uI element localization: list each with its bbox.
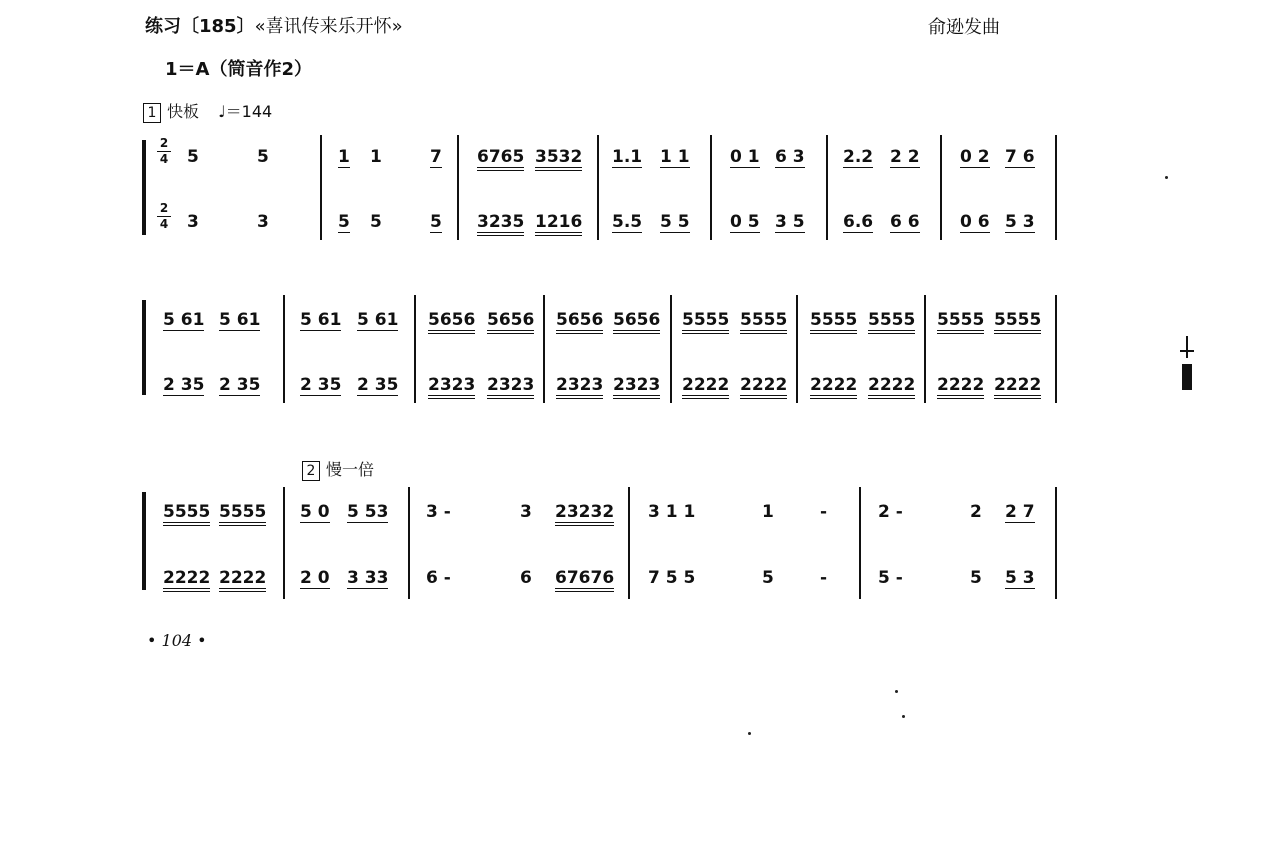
- note: 5555: [219, 502, 266, 526]
- note: 2323: [613, 375, 660, 399]
- section-2-label: 慢一倍: [326, 460, 375, 479]
- barline: [628, 487, 630, 599]
- note: 5: [430, 212, 442, 232]
- note: 1: [338, 147, 350, 167]
- section-2-number: 2: [302, 461, 320, 481]
- note: 7 6: [1005, 147, 1035, 167]
- time-signature-lower: 2 4: [157, 202, 171, 231]
- exercise-title: [145, 12, 403, 38]
- note: 5656: [487, 310, 534, 334]
- note: 5 3: [1005, 212, 1035, 232]
- exercise-number: 练习〔185〕: [145, 16, 255, 37]
- note: 23232: [555, 502, 614, 526]
- note: 1 1: [660, 147, 690, 167]
- note: 5.5: [612, 212, 643, 232]
- barline: [283, 487, 285, 599]
- note: 2 7: [1005, 502, 1035, 522]
- note: 5555: [163, 502, 210, 526]
- note: 2 -: [878, 502, 903, 522]
- note: 3: [257, 212, 269, 232]
- barline: [543, 295, 545, 403]
- note: -: [820, 568, 828, 588]
- section-1-label: 快板: [167, 102, 200, 121]
- note: 2.2: [843, 147, 874, 167]
- note: 5: [187, 147, 199, 167]
- note: 1216: [535, 212, 582, 236]
- note: 5555: [868, 310, 915, 334]
- tempo-mark: ♩＝144: [218, 102, 273, 121]
- system-brace: [142, 140, 146, 235]
- barline: [670, 295, 672, 403]
- note: 2222: [163, 568, 210, 592]
- note: 2323: [487, 375, 534, 399]
- system-brace: [142, 492, 146, 590]
- note: 5 61: [219, 310, 261, 330]
- note: 3532: [535, 147, 582, 171]
- scan-speck: [748, 732, 751, 735]
- page-number: • 104 •: [147, 631, 207, 650]
- barline: [1055, 295, 1057, 403]
- time-signature-upper: 2 4: [157, 137, 171, 166]
- composer: 俞逊发曲: [928, 17, 1000, 38]
- barline: [320, 135, 322, 240]
- note: 0 5: [730, 212, 760, 232]
- note: 2222: [994, 375, 1041, 399]
- barline: [1055, 487, 1057, 599]
- note: 5555: [810, 310, 857, 334]
- piece-title: «喜讯传来乐开怀»: [254, 16, 403, 37]
- note: 0 2: [960, 147, 990, 167]
- barline: [457, 135, 459, 240]
- note: 2222: [810, 375, 857, 399]
- note: 6 6: [890, 212, 920, 232]
- note: 3235: [477, 212, 524, 236]
- note: 5656: [428, 310, 475, 334]
- note: 5555: [937, 310, 984, 334]
- barline: [826, 135, 828, 240]
- note: 3: [187, 212, 199, 232]
- barline: [597, 135, 599, 240]
- note: 2222: [740, 375, 787, 399]
- note: 6 -: [426, 568, 451, 588]
- note: 3: [520, 502, 532, 522]
- note: 5656: [613, 310, 660, 334]
- note: 2323: [556, 375, 603, 399]
- note: 5 5: [660, 212, 690, 232]
- note: 5 61: [357, 310, 399, 330]
- note: 1: [762, 502, 774, 522]
- note: 0 1: [730, 147, 760, 167]
- note: 6765: [477, 147, 524, 171]
- scan-speck: [902, 715, 905, 718]
- note: 6: [520, 568, 532, 588]
- note: 2222: [682, 375, 729, 399]
- barline: [283, 295, 285, 403]
- section-2-marker: [302, 457, 374, 481]
- note: 2 35: [357, 375, 399, 395]
- note: 2 35: [300, 375, 342, 395]
- barline: [710, 135, 712, 240]
- scan-speck: [895, 690, 898, 693]
- note: 7: [430, 147, 442, 167]
- note: 1: [370, 147, 382, 167]
- section-1-marker: [143, 99, 272, 123]
- note: 2323: [428, 375, 475, 399]
- note: 5: [338, 212, 350, 232]
- note: 5: [370, 212, 382, 232]
- note: 3 1 1: [648, 502, 696, 522]
- system-brace: [142, 300, 146, 395]
- note: 5 61: [163, 310, 205, 330]
- note: 2222: [937, 375, 984, 399]
- barline: [414, 295, 416, 403]
- note: 1.1: [612, 147, 643, 167]
- note: 5: [970, 568, 982, 588]
- note: 2: [970, 502, 982, 522]
- note: 3 33: [347, 568, 389, 588]
- note: 3 5: [775, 212, 805, 232]
- note: 6.6: [843, 212, 874, 232]
- note: 2 2: [890, 147, 920, 167]
- key-signature: 1＝A（筒音作2）: [165, 59, 312, 80]
- barline: [924, 295, 926, 403]
- note: 5 3: [1005, 568, 1035, 588]
- note: 5 0: [300, 502, 330, 522]
- note: 2 35: [163, 375, 205, 395]
- barline: [940, 135, 942, 240]
- barline: [408, 487, 410, 599]
- barline: [859, 487, 861, 599]
- note: 0 6: [960, 212, 990, 232]
- note: 5656: [556, 310, 603, 334]
- note: 2222: [868, 375, 915, 399]
- note: 5 61: [300, 310, 342, 330]
- note: 5555: [740, 310, 787, 334]
- note: 6 3: [775, 147, 805, 167]
- note: 2222: [219, 568, 266, 592]
- note: 5: [762, 568, 774, 588]
- note: 2 0: [300, 568, 330, 588]
- note: 3 -: [426, 502, 451, 522]
- barline: [796, 295, 798, 403]
- note: 7 5 5: [648, 568, 696, 588]
- note: 5 53: [347, 502, 389, 522]
- section-1-number: 1: [143, 103, 161, 123]
- note: 2 35: [219, 375, 261, 395]
- note: -: [820, 502, 828, 522]
- margin-mark: [1180, 336, 1194, 392]
- note: 5 -: [878, 568, 903, 588]
- note: 5555: [682, 310, 729, 334]
- note: 67676: [555, 568, 614, 592]
- barline: [1055, 135, 1057, 240]
- note: 5: [257, 147, 269, 167]
- note: 5555: [994, 310, 1041, 334]
- scan-speck: [1165, 176, 1168, 179]
